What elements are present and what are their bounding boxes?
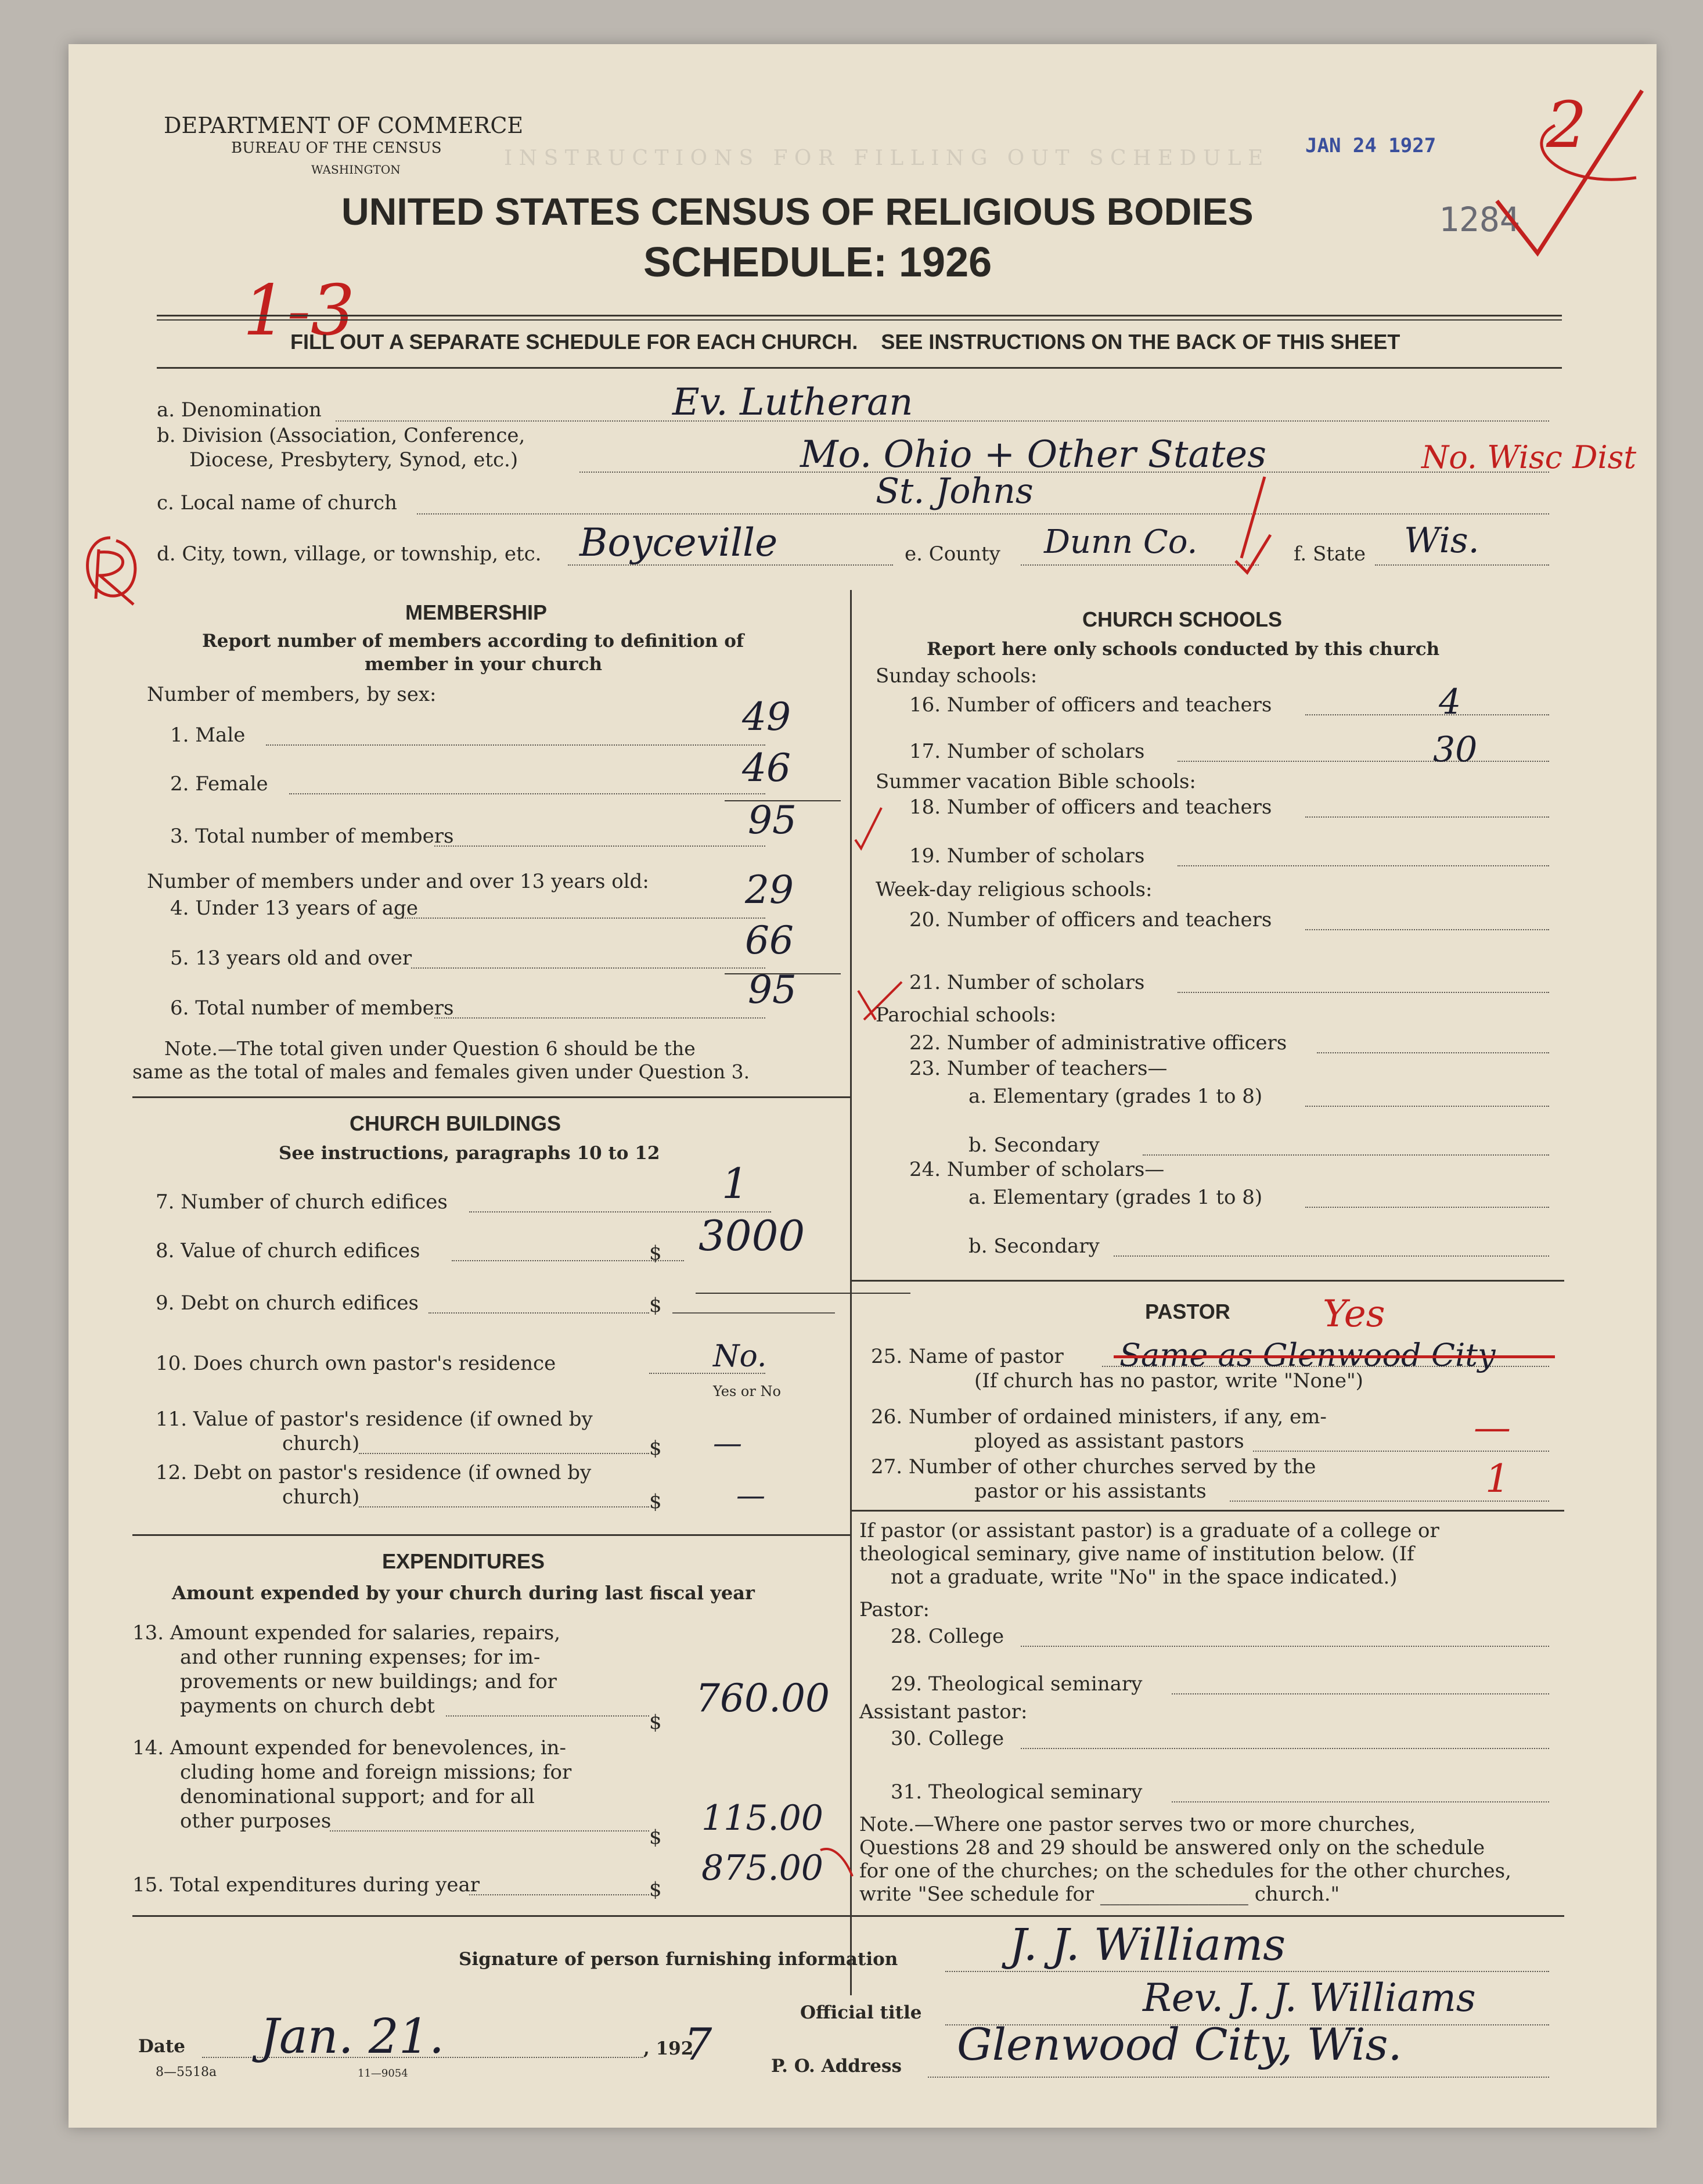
q16-line <box>1305 714 1549 715</box>
buildings-end-rule <box>132 1534 850 1536</box>
q1-value[interactable]: 49 <box>742 695 791 739</box>
q22-label: 22. Number of administrative officers <box>909 1031 1287 1055</box>
q23-label: 23. Number of teachers— <box>909 1057 1168 1080</box>
q17-line <box>1178 761 1549 762</box>
q23b-line <box>1143 1154 1549 1156</box>
q26-line <box>1253 1451 1549 1452</box>
denomination-value[interactable]: Ev. Lutheran <box>672 381 913 424</box>
date-value[interactable]: Jan. 21. <box>260 2009 445 2064</box>
q24-label: 24. Number of scholars— <box>909 1158 1165 1181</box>
q19-label: 19. Number of scholars <box>909 844 1145 868</box>
q19-line <box>1178 865 1549 866</box>
q14-line <box>330 1830 649 1832</box>
buildings-heading: CHURCH BUILDINGS <box>350 1111 561 1135</box>
q20-line <box>1305 929 1549 930</box>
city-label: d. City, town, village, or township, etc. <box>157 542 542 566</box>
q16-label: 16. Number of officers and teachers <box>909 693 1272 717</box>
q13-label-2: and other running expenses; for im- <box>180 1646 541 1669</box>
q29-line <box>1172 1693 1549 1694</box>
q13-dollar: $ <box>649 1711 662 1734</box>
division-value[interactable]: Mo. Ohio + Other States <box>800 433 1266 476</box>
q31-label: 31. Theological seminary <box>891 1780 1143 1804</box>
summer-schools-label: Summer vacation Bible schools: <box>876 770 1196 793</box>
q12-label-1: 12. Debt on pastor's residence (if owned by <box>156 1461 592 1484</box>
q9-label: 9. Debt on church edifices <box>156 1291 419 1315</box>
q30-line <box>1021 1748 1549 1749</box>
q3-line <box>434 845 765 847</box>
census-schedule-sheet <box>69 44 1657 2128</box>
q12-label-2: church) <box>282 1485 360 1509</box>
q11-label-2: church) <box>282 1432 360 1455</box>
expenditures-heading: EXPENDITURES <box>382 1549 545 1573</box>
graduate-instruction-1: If pastor (or assistant pastor) is a graduate of a college or <box>859 1519 1439 1542</box>
header-rule-top-2 <box>157 319 1562 321</box>
sunday-schools-label: Sunday schools: <box>876 664 1038 688</box>
header-rule-top <box>157 315 1562 316</box>
q13-line <box>446 1715 649 1717</box>
q24b-label: b. Secondary <box>968 1235 1100 1258</box>
division-red-annotation: No. Wisc Dist <box>1421 439 1637 476</box>
q28-line <box>1021 1646 1549 1647</box>
q8-label: 8. Value of church edifices <box>156 1239 420 1262</box>
received-date-stamp: JAN 24 1927 <box>1305 134 1436 157</box>
q11-dollar: $ <box>649 1437 662 1460</box>
q31-line <box>1172 1801 1549 1802</box>
q15-value[interactable]: 875.00 <box>701 1848 823 1888</box>
pastor-note-4: write "See schedule for _______________ church." <box>859 1883 1340 1906</box>
q14-label-2: cluding home and foreign missions; for <box>180 1761 572 1784</box>
q4-label: 4. Under 13 years of age <box>170 897 418 920</box>
q20-label: 20. Number of officers and teachers <box>909 908 1272 931</box>
q14-label-4: other purposes <box>180 1809 332 1833</box>
q15-label: 15. Total expenditures during year <box>132 1873 480 1897</box>
q22-line <box>1317 1052 1549 1053</box>
schools-intro: Report here only schools conducted by this church <box>927 639 1440 660</box>
q3-value[interactable]: 95 <box>748 798 797 843</box>
q17-label: 17. Number of scholars <box>909 740 1145 763</box>
q23a-line <box>1305 1106 1549 1107</box>
q4-value[interactable]: 29 <box>745 868 794 912</box>
q26-label-2: ployed as assistant pastors <box>974 1430 1244 1453</box>
q1-line <box>266 744 765 746</box>
q14-label-3: denominational support; and for all <box>180 1785 535 1808</box>
q26-label-1: 26. Number of ordained ministers, if any, em- <box>871 1405 1327 1429</box>
po-address-label: P. O. Address <box>771 2056 902 2077</box>
q15-dollar: $ <box>649 1878 662 1901</box>
membership-note-1: Note.—The total given under Question 6 should be the <box>164 1037 696 1060</box>
q2-label: 2. Female <box>170 772 268 796</box>
q10-label: 10. Does church own pastor's residence <box>156 1352 556 1375</box>
q12-line <box>359 1506 649 1507</box>
graduate-instruction-2: theological seminary, give name of institution below. (If <box>859 1542 1414 1566</box>
department-name: DEPARTMENT OF COMMERCE <box>164 113 524 138</box>
signature-label: Signature of person furnishing information <box>459 1949 898 1970</box>
q15-line <box>469 1894 649 1895</box>
q23b-label: b. Secondary <box>968 1134 1100 1157</box>
bureau-name: BUREAU OF THE CENSUS <box>231 139 442 157</box>
expenditures-intro: Amount expended by your church during last fiscal year <box>172 1582 755 1604</box>
q9-line <box>429 1312 649 1314</box>
weekday-schools-label: Week-day religious schools: <box>876 878 1153 901</box>
red-code-mark: 1-3 <box>243 271 355 351</box>
q9-value-line <box>672 1312 835 1314</box>
official-title-value[interactable]: Rev. J. J. Williams <box>1143 1976 1476 2020</box>
q18-line <box>1305 816 1549 818</box>
year-prefix: , 192 <box>643 2038 694 2059</box>
q10-value[interactable]: No. <box>713 1339 767 1374</box>
q13-label-3: provements or new buildings; and for <box>180 1670 557 1693</box>
q14-dollar: $ <box>649 1826 662 1849</box>
print-number: 11—9054 <box>358 2067 408 2079</box>
church-name-label: c. Local name of church <box>157 491 397 514</box>
schools-end-rule <box>850 1280 1564 1282</box>
q6-value[interactable]: 95 <box>748 967 797 1012</box>
q12-value[interactable]: — <box>736 1478 765 1512</box>
pastor-heading: PASTOR <box>1145 1300 1230 1323</box>
q14-label-1: 14. Amount expended for benevolences, in- <box>132 1736 567 1760</box>
q5-value[interactable]: 66 <box>745 918 794 963</box>
membership-note-2: same as the total of males and females given under Question 3. <box>132 1060 750 1083</box>
form-title: UNITED STATES CENSUS OF RELIGIOUS BODIES <box>341 190 1254 233</box>
q5-label: 5. 13 years old and over <box>170 947 412 970</box>
q7-label: 7. Number of church edifices <box>156 1190 448 1214</box>
q30-label: 30. College <box>891 1727 1004 1750</box>
county-value[interactable]: Dunn Co. <box>1044 523 1198 561</box>
membership-intro-1: Report number of members according to definition of <box>202 631 744 652</box>
q12-dollar: $ <box>649 1490 662 1513</box>
q8-underline <box>696 1293 910 1294</box>
state-line <box>1375 564 1549 566</box>
q27-value[interactable]: 1 <box>1485 1456 1510 1501</box>
form-number: 8—5518a <box>156 2065 217 2079</box>
po-address-value[interactable]: Glenwood City, Wis. <box>957 2019 1402 2070</box>
q16-value[interactable]: 4 <box>1439 682 1461 722</box>
q21-line <box>1178 992 1549 993</box>
pastor-note-3: for one of the churches; on the schedules for the other churches, <box>859 1859 1511 1883</box>
red-check-mark-icon <box>1485 79 1654 265</box>
form-subtitle: SCHEDULE: 1926 <box>643 239 992 286</box>
membership-heading: MEMBERSHIP <box>405 600 548 624</box>
year-digit[interactable]: 7 <box>684 2019 712 2070</box>
q13-label-4: payments on church debt <box>180 1694 435 1718</box>
denomination-line <box>336 420 1549 422</box>
signature-value[interactable]: J. J. Williams <box>1009 1919 1286 1970</box>
separate-schedule-instruction: FILL OUT A SEPARATE SCHEDULE FOR EACH CHURCH. SEE INSTRUCTIONS ON THE BACK OF THIS SHEET <box>290 330 1400 354</box>
members-by-age-label: Number of members under and over 13 years old: <box>147 870 649 893</box>
q11-line <box>359 1453 649 1454</box>
pastor-note-1: Note.—Where one pastor serves two or more churches, <box>859 1813 1416 1836</box>
pastor-note-2: Questions 28 and 29 should be answered only on the schedule <box>859 1836 1485 1859</box>
q11-value[interactable]: — <box>713 1426 742 1460</box>
q24b-line <box>1114 1255 1549 1257</box>
church-name-line <box>417 513 1549 514</box>
pastor-rule <box>850 1510 1564 1512</box>
red-check-small-icon <box>1230 532 1276 578</box>
members-by-sex-label: Number of members, by sex: <box>147 683 437 706</box>
state-label: f. State <box>1294 542 1366 566</box>
q9-dollar: $ <box>649 1294 662 1317</box>
q28-label: 28. College <box>891 1625 1004 1648</box>
q3-label: 3. Total number of members <box>170 825 454 848</box>
q8-value[interactable]: 3000 <box>699 1211 805 1260</box>
q1-label: 1. Male <box>170 724 246 747</box>
membership-intro-2: member in your church <box>365 654 603 675</box>
red-tick-q3-icon <box>852 805 887 851</box>
q2-value[interactable]: 46 <box>742 746 791 790</box>
q27-label-2: pastor or his assistants <box>974 1480 1207 1503</box>
state-value[interactable]: Wis. <box>1404 520 1479 561</box>
q29-label: 29. Theological seminary <box>891 1672 1143 1696</box>
yes-or-no-hint: Yes or No <box>713 1383 781 1399</box>
red-tick-q15-icon <box>818 1827 858 1879</box>
schools-heading: CHURCH SCHOOLS <box>1082 607 1283 631</box>
red-page-mark: 2 <box>1546 88 1587 162</box>
header-rule-bottom <box>157 367 1562 369</box>
q25-value[interactable]: Same as Glenwood City <box>1119 1337 1496 1373</box>
pastor-sub-label: Pastor: <box>859 1598 930 1621</box>
county-line <box>1021 564 1259 566</box>
buildings-intro: See instructions, paragraphs 10 to 12 <box>279 1143 660 1164</box>
q6-line <box>434 1017 765 1019</box>
q17-value[interactable]: 30 <box>1433 729 1478 770</box>
q11-label-1: 11. Value of pastor's residence (if owned by <box>156 1408 593 1431</box>
assistant-pastor-label: Assistant pastor: <box>859 1700 1028 1724</box>
q18-label: 18. Number of officers and teachers <box>909 796 1272 819</box>
q13-value[interactable]: 760.00 <box>696 1676 830 1721</box>
q26-value[interactable]: — <box>1474 1406 1511 1449</box>
division-label-line-2: Diocese, Presbytery, Synod, etc.) <box>189 448 519 472</box>
graduate-instruction-3: not a graduate, write "No" in the space indicated.) <box>891 1566 1398 1589</box>
denomination-label: a. Denomination <box>157 398 322 422</box>
q25-note: (If church has no pastor, write "None") <box>974 1369 1363 1393</box>
official-title-label: Official title <box>800 2002 922 2023</box>
signature-line <box>945 1971 1549 1972</box>
q8-dollar: $ <box>649 1242 662 1265</box>
parochial-schools-label: Parochial schools: <box>876 1003 1057 1027</box>
q7-value[interactable]: 1 <box>722 1159 748 1208</box>
q24a-line <box>1305 1207 1549 1208</box>
q13-label-1: 13. Amount expended for salaries, repairs, <box>132 1621 561 1645</box>
q25-red-strikethrough <box>1114 1355 1555 1358</box>
schedule-number-stamp: 1284 <box>1439 200 1520 239</box>
q4-line <box>394 918 765 919</box>
county-label: e. County <box>905 542 1000 566</box>
footer-rule <box>132 1915 1564 1917</box>
red-r-circle-mark-icon <box>70 526 151 613</box>
q14-value[interactable]: 115.00 <box>701 1798 823 1838</box>
date-label: Date <box>138 2036 186 2057</box>
q25-label: 25. Name of pastor <box>871 1345 1064 1368</box>
q24a-label: a. Elementary (grades 1 to 8) <box>968 1186 1263 1209</box>
church-name-value[interactable]: St. Johns <box>876 471 1034 512</box>
q25-red-annotation: Yes <box>1323 1293 1385 1336</box>
po-address-line <box>928 2077 1549 2078</box>
reverse-side-bleed-through: I N S T R U C T I O N S F O R F I L L I N G O U T S C H E D U L E <box>504 146 1263 170</box>
q2-line <box>289 793 765 794</box>
division-label-line-1: b. Division (Association, Conference, <box>157 424 525 447</box>
q23a-label: a. Elementary (grades 1 to 8) <box>968 1085 1263 1108</box>
city-value[interactable]: Boyceville <box>579 520 778 565</box>
q5-line <box>411 967 765 969</box>
q27-label-1: 27. Number of other churches served by the <box>871 1455 1316 1478</box>
bureau-city: WASHINGTON <box>311 163 401 177</box>
membership-end-rule <box>132 1096 850 1098</box>
q21-label: 21. Number of scholars <box>909 971 1145 994</box>
q6-label: 6. Total number of members <box>170 996 454 1020</box>
